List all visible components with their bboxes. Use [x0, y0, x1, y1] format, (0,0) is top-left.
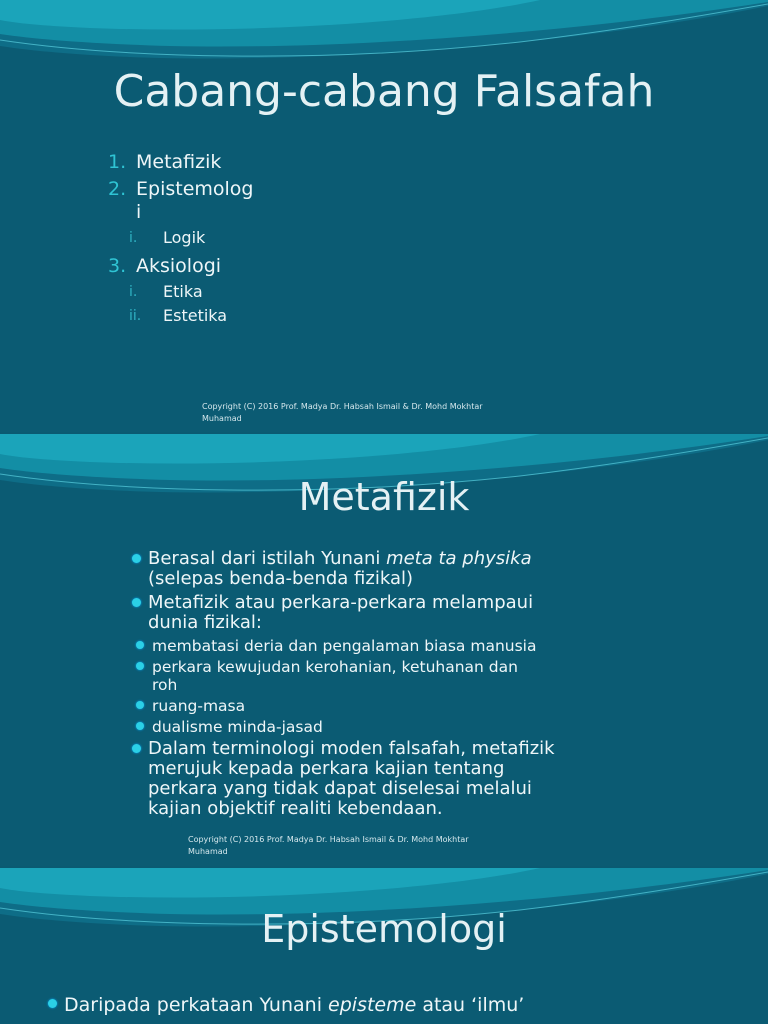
- bullet-item: Berasal dari istilah Yunani meta ta physika (selepas benda-benda fizikal): [130, 549, 650, 589]
- list-item: 1. Metafizik: [108, 151, 222, 173]
- slide-title: Metafizik: [298, 475, 470, 519]
- slide-metafizik: [0, 434, 768, 866]
- sub-bullet-item: perkara kewujudan kerohanian, ketuhanan dan roh: [130, 658, 650, 694]
- slide-title: Epistemologi: [261, 907, 507, 951]
- copyright-footer: Copyright (C) 2016 Prof. Madya Dr. Habsah Ismail & Dr. Mohd Mokhtar Muhamad: [202, 402, 483, 423]
- wave-decoration: [0, 0, 768, 70]
- list-item: 3. Aksiologi: [108, 255, 222, 277]
- bullet-item: Metafizik atau perkara-perkara melampaui dunia fizikal:: [130, 593, 650, 633]
- sub-bullet-item: membatasi deria dan pengalaman biasa manusia: [130, 637, 650, 655]
- slide-title: Cabang-cabang Falsafah: [113, 66, 655, 117]
- metafizik-bullets: [130, 549, 650, 823]
- sub-bullet-item: ruang-masa: [130, 697, 650, 715]
- list-item: ii. Estetika: [129, 306, 228, 325]
- sub-bullet-item: dualisme minda-jasad: [130, 718, 650, 736]
- list-item: 2. Epistemolog i: [108, 178, 254, 223]
- slide-epistemologi: [0, 868, 768, 1024]
- branches-list: [108, 151, 308, 333]
- copyright-footer: Copyright (C) 2016 Prof. Madya Dr. Habsah Ismail & Dr. Mohd Mokhtar Muhamad: [188, 835, 469, 856]
- list-item: i. Logik: [129, 228, 206, 247]
- list-item: i. Etika: [129, 282, 203, 301]
- slide-cabang-falsafah: [0, 0, 768, 432]
- bullet-item: Daripada perkataan Yunani episteme atau ‘ilmu’: [46, 994, 686, 1016]
- bullet-item: Dalam terminologi moden falsafah, metafizik merujuk kepada perkara kajian tentang perkara yang tidak dapat diselesai melalui kajian objektif realiti kebendaan.: [130, 739, 650, 819]
- epistemologi-bullets: [46, 994, 686, 1020]
